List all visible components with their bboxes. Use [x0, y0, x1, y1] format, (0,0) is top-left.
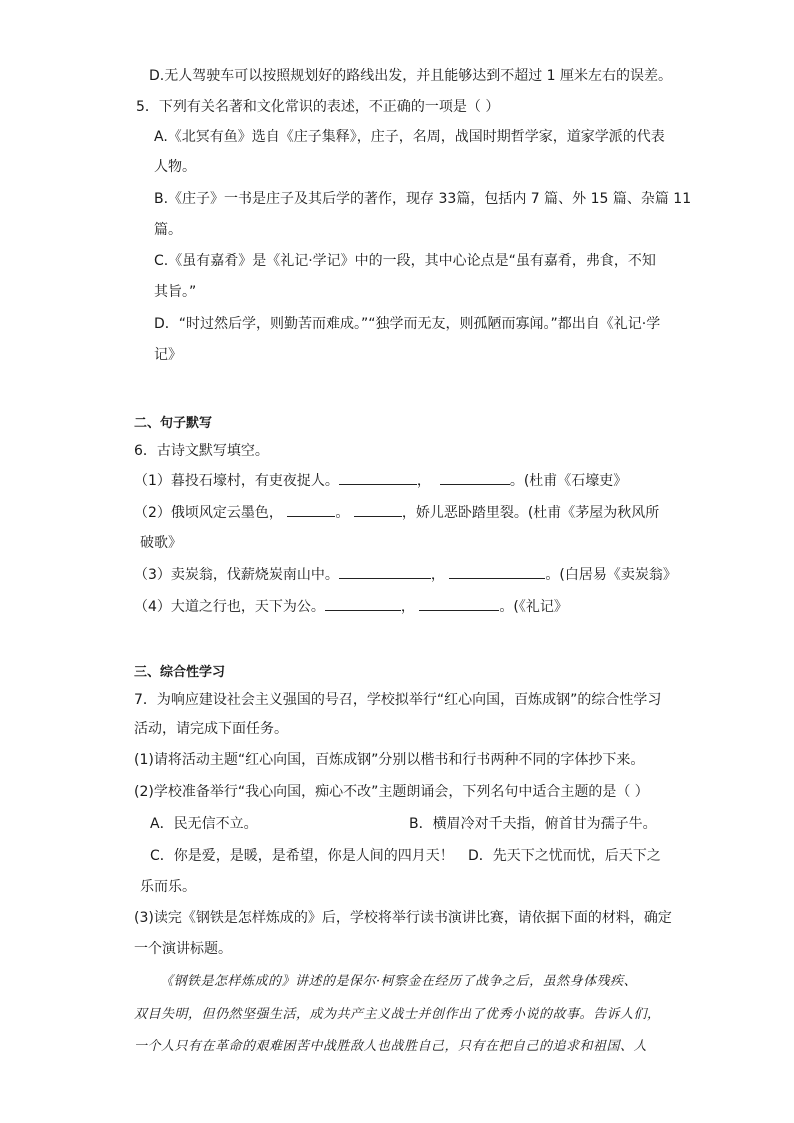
q7-part-1: (1)请将活动主题“红心向国，百炼成钢”分别以楷书和行书两种不同的字体抄下来。: [134, 752, 645, 768]
q7-option-c: C．你是爱，是暖，是希望，你是人间的四月天！: [150, 848, 454, 864]
q7-option-b: B．横眉冷对千夫指，俯首甘为孺子牛。: [409, 816, 657, 832]
q5-stem: 5．下列有关名著和文化常识的表述，不正确的一项是（ ）: [136, 99, 500, 115]
recite-item-4: （4）大道之行也，天下为公。 ， 。(《礼记》: [134, 596, 568, 617]
q7-part-3: (3)读完《钢铁是怎样炼成的》后，学校将举行读书演讲比赛，请依据下面的材料，确定: [134, 910, 672, 926]
answer-blank[interactable]: [440, 470, 510, 485]
recite-item-1: （1）暮投石壕村，有吏夜捉人。 ， 。(杜甫《石壕吏》: [134, 470, 627, 491]
material-line-1: 《钢铁是怎样炼成的》讲述的是保尔·柯察金在经历了战争之后，虽然身体残疾、: [160, 974, 638, 989]
answer-blank[interactable]: [339, 470, 417, 485]
q7-part-2: (2)学校准备举行“我心向国，痴心不改”主题朗诵会，下列名句中适合主题的是（ ）: [134, 784, 649, 800]
q4-option-d: D.无人驾驶车可以按照规划好的路线出发，并且能够达到不超过 1 厘米左右的误差。: [149, 68, 673, 84]
material-line-2: 双目失明，但仍然坚强生活，成为共产主义战士并创作出了优秀小说的故事。告诉人们，: [134, 1007, 661, 1022]
q6-stem: 6．古诗文默写填空。: [134, 443, 269, 459]
q5-option-a: A.《北冥有鱼》选自《庄子集释》，庄子，名周，战国时期哲学家，道家学派的代表: [154, 129, 665, 145]
answer-blank[interactable]: [287, 502, 335, 517]
section-3-title: 三、综合性学习: [134, 665, 226, 680]
answer-blank[interactable]: [325, 596, 401, 611]
answer-blank[interactable]: [449, 564, 545, 579]
recite-item-2: （2）俄顷风定云墨色， 。 ，娇儿恶卧踏里裂。(杜甫《茅屋为秋风所: [134, 502, 659, 523]
answer-blank[interactable]: [339, 564, 431, 579]
q7-option-d: D．先天下之忧而忧，后天下之: [468, 848, 661, 864]
q5-option-c-cont: 其旨。”: [154, 284, 197, 300]
section-2-title: 二、句子默写: [134, 416, 213, 431]
answer-blank[interactable]: [354, 502, 402, 517]
q7-option-a: A．民无信不立。: [150, 816, 258, 832]
q5-option-a-cont: 人物。: [154, 159, 196, 175]
q5-option-b: B.《庄子》一书是庄子及其后学的著作，现存 33篇，包括内 7 篇、外 15 篇、杂篇 11: [154, 191, 692, 207]
answer-blank[interactable]: [419, 596, 499, 611]
q5-option-d-cont: 记》: [154, 347, 182, 363]
q7-part-3-cont: 一个演讲标题。: [134, 941, 232, 957]
q5-option-c: C.《虽有嘉肴》是《礼记·学记》中的一段，其中心论点是“虽有嘉肴，弗食，不知: [154, 253, 656, 269]
q7-stem-cont: 活动，请完成下面任务。: [134, 721, 288, 737]
recite-item-2-cont: 破歌》: [140, 535, 182, 551]
recite-item-3: （3）卖炭翁，伐薪烧炭南山中。 ， 。(白居易《卖炭翁》: [134, 564, 677, 585]
q7-stem: 7．为响应建设社会主义强国的号召，学校拟举行“红心向国，百炼成钢”的综合性学习: [134, 692, 662, 708]
q7-option-d-cont: 乐而乐。: [140, 879, 196, 895]
q5-option-d: D．“时过然后学，则勤苦而难成。”“独学而无友，则孤陋而寡闻。”都出自《礼记·学: [154, 316, 661, 332]
q5-option-b-cont: 篇。: [154, 222, 182, 238]
material-line-3: 一个人只有在革命的艰难困苦中战胜敌人也战胜自己，只有在把自己的追求和祖国、人: [134, 1039, 648, 1054]
